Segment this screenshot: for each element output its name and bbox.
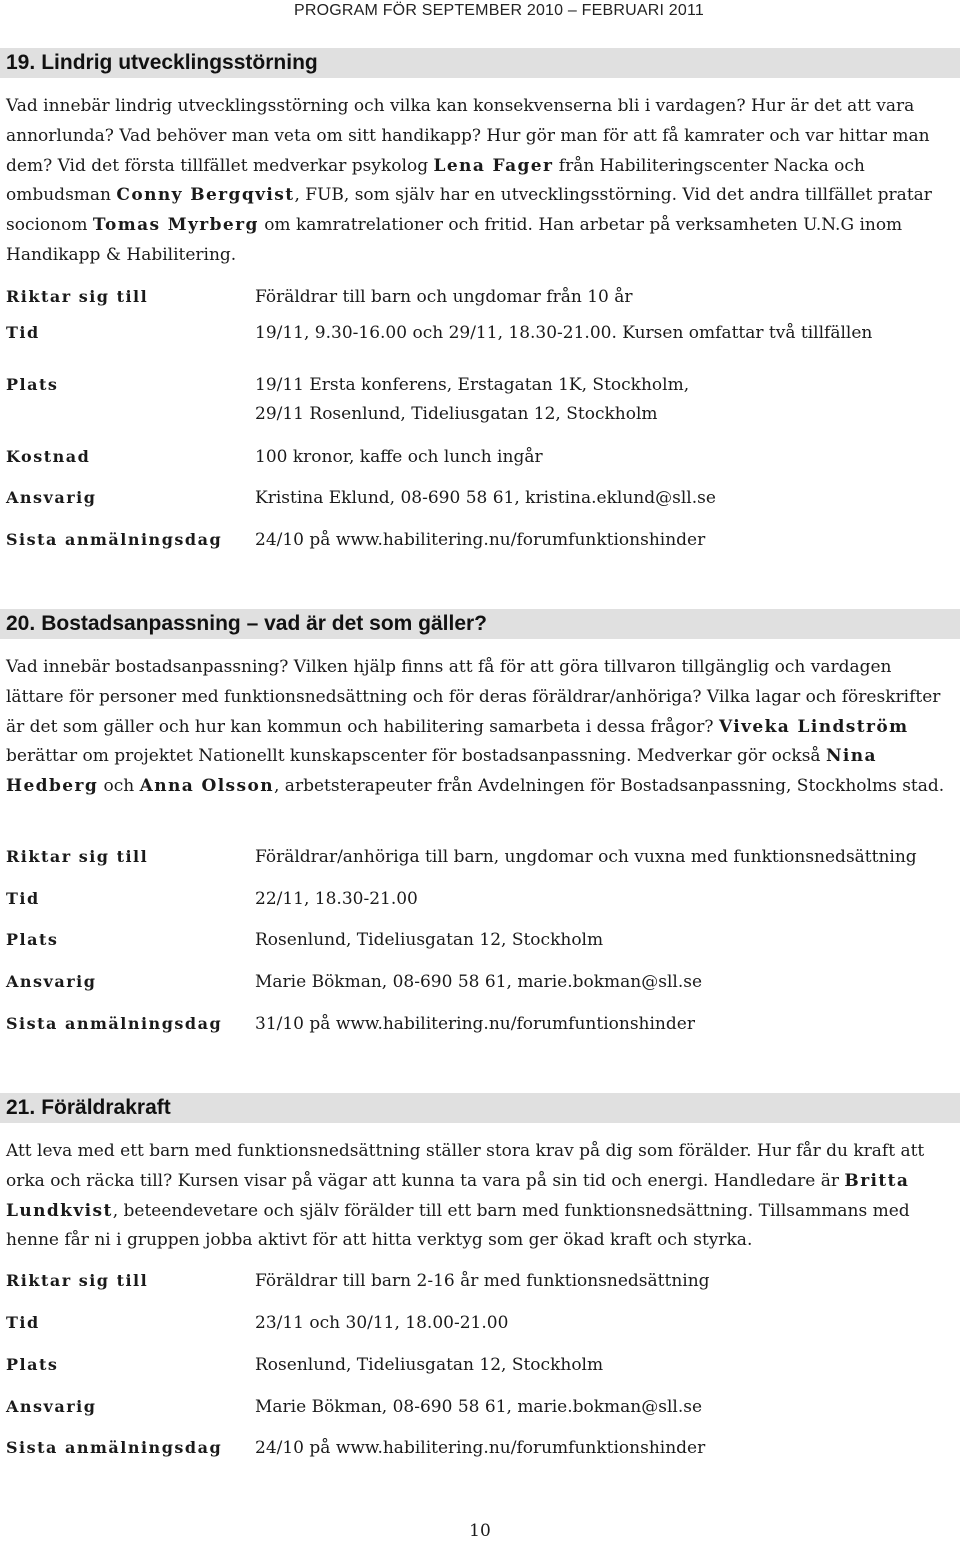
info-label: Riktar sig till (6, 1271, 149, 1290)
section-20-description (6, 653, 954, 802)
info-label: Tid (6, 323, 40, 342)
text-run: Vad innebär bostadsanpassning? Vilken hjälp finns att få för att göra tillvaron tillgänglig och vardagen lättare för personer med funktionsnedsättning och för deras föräldrar/anhöriga? Vilka lagar och föreskrifter är det som gäller och hur kan kommun och habilitering samarbeta i dessa frågor? (6, 657, 941, 737)
section-heading-21 (0, 1093, 960, 1123)
info-row-deadline (0, 530, 960, 560)
info-row-deadline (0, 1438, 960, 1468)
info-row-responsible (0, 1397, 960, 1427)
info-value: 100 kronor, kaffe och lunch ingår (255, 447, 543, 467)
info-label: Kostnad (6, 447, 91, 466)
info-row-target-group (0, 287, 960, 317)
info-label: Sista anmälningsdag (6, 1014, 223, 1033)
info-value: Föräldrar till barn och ungdomar från 10 år (255, 287, 633, 307)
info-row-time (0, 323, 960, 353)
info-value: 24/10 på www.habilitering.nu/forumfunktionshinder (255, 1438, 706, 1458)
text-run: Vad innebär lindrig utvecklingsstörning och vilka kan konsekvenserna bli i vardagen? Hur är det att vara annorlunda? Vad behöver man veta om sitt handikapp? Hur gör man för att få kamrater och var hittar man dem? Vid det första tillfället medverkar psykolog (6, 96, 930, 176)
info-label: Plats (6, 930, 59, 949)
info-value: Marie Bökman, 08-690 58 61, marie.bokman@sll.se (255, 1397, 703, 1417)
text-run: Att leva med ett barn med funktionsnedsättning ställer stora krav på dig som förälder. Hur får du kraft att orka och räcka till? Kursen visar på vägar att kunna ta vara på sin tid och energi. Handledare är (6, 1141, 925, 1191)
info-label: Riktar sig till (6, 287, 149, 306)
info-label: Ansvarig (6, 972, 97, 991)
info-value: Marie Bökman, 08-690 58 61, marie.bokman@sll.se (255, 972, 703, 992)
info-label: Ansvarig (6, 1397, 97, 1416)
info-value: 19/11, 9.30-16.00 och 29/11, 18.30-21.00. Kursen omfattar två tillfällen (255, 323, 873, 343)
running-header: PROGRAM FÖR SEPTEMBER 2010 – FEBRUARI 2011 (293, 2, 704, 19)
text-run: , FUB, som själv har en utvecklingsstörning. Vid det andra tillfället pratar socionom (6, 185, 932, 236)
info-label: Tid (6, 1313, 40, 1332)
info-value: 29/11 Rosenlund, Tideliusgatan 12, Stockholm (255, 404, 658, 424)
info-label: Plats (6, 1355, 59, 1374)
info-label: Sista anmälningsdag (6, 530, 223, 549)
info-value: Föräldrar/anhöriga till barn, ungdomar och vuxna med funktionsnedsättning (255, 847, 917, 867)
text-run: om kamratrelationer och fritid. Han arbetar på verksamheten U.N.G inom Handikapp & Habilitering. (6, 215, 903, 265)
section-title: Lindrig utvecklingsstörning (41, 51, 318, 74)
person-name: Lena Fager (433, 155, 554, 176)
person-name: Britta Lundkvist (6, 1170, 910, 1221)
person-name: Anna Olsson (139, 776, 274, 797)
section-title: Bostadsanpassning – vad är det som gäller? (41, 612, 488, 635)
info-row-deadline (0, 1014, 960, 1044)
section-number: 19. (6, 51, 36, 74)
page-number: 10 (469, 1521, 491, 1541)
section-heading-19 (0, 48, 960, 78)
info-row-responsible (0, 488, 960, 518)
info-row-time (0, 1313, 960, 1343)
info-row-location (0, 1355, 960, 1385)
info-value: Rosenlund, Tideliusgatan 12, Stockholm (255, 1355, 604, 1375)
info-value: Föräldrar till barn 2-16 år med funktionsnedsättning (255, 1271, 710, 1291)
text-run: berättar om projektet Nationellt kunskapscenter för bostadsanpassning. Medverkar gör också (6, 746, 826, 767)
section-heading-20 (0, 609, 960, 639)
person-name: Tomas Myrberg (92, 215, 259, 236)
info-row-location (0, 375, 960, 424)
text-run: och (98, 776, 140, 797)
section-number: 21. (6, 1096, 36, 1119)
info-label: Plats (6, 375, 59, 394)
text-run: från Habiliteringscenter Nacka och ombudsman (6, 155, 865, 206)
info-row-location (0, 930, 960, 960)
section-number: 20. (6, 612, 36, 635)
info-label: Ansvarig (6, 488, 97, 507)
info-label: Sista anmälningsdag (6, 1438, 223, 1457)
info-row-responsible (0, 972, 960, 1002)
info-value: 23/11 och 30/11, 18.00-21.00 (255, 1313, 509, 1333)
info-value: Rosenlund, Tideliusgatan 12, Stockholm (255, 930, 604, 950)
info-value: 24/10 på www.habilitering.nu/forumfunktionshinder (255, 530, 706, 550)
text-run: , beteendevetare och själv förälder till ett barn med funktionsnedsättning. Tillsammans med henne får ni i gruppen jobba aktivt för att hitta verktyg som ger ökad kraft och styrka. (6, 1200, 910, 1251)
person-name: Nina Hedberg (6, 746, 877, 797)
info-label: Riktar sig till (6, 847, 149, 866)
info-row-target-group (0, 1271, 960, 1301)
info-value: Kristina Eklund, 08-690 58 61, kristina.eklund@sll.se (255, 488, 716, 508)
person-name: Viveka Lindström (718, 716, 909, 737)
person-name: Conny Bergqvist (116, 185, 295, 206)
text-run: , arbetsterapeuter från Avdelningen för Bostadsanpassning, Stockholms stad. (274, 776, 945, 797)
info-row-target-group (0, 847, 960, 877)
info-value: 31/10 på www.habilitering.nu/forumfuntionshinder (255, 1014, 695, 1034)
info-value: 22/11, 18.30-21.00 (255, 889, 418, 909)
info-value: 19/11 Ersta konferens, Erstagatan 1K, Stockholm, (255, 375, 690, 395)
info-row-cost (0, 447, 960, 477)
section-title: Föräldrakraft (41, 1096, 171, 1119)
section-19-description (6, 92, 954, 271)
section-21-description (6, 1137, 954, 1256)
info-row-time (0, 889, 960, 919)
info-label: Tid (6, 889, 40, 908)
